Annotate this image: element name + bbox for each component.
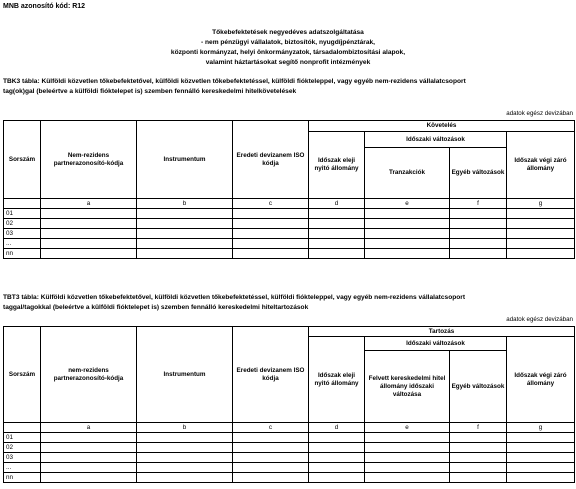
tbt3-header-currency: Eredeti devizanem ISO kódja bbox=[233, 327, 309, 423]
tbt3-header-partner-code: nem-rezidens partnerazonosító-kódja bbox=[41, 327, 137, 423]
tbt3-header-instrument: Instrumentum bbox=[137, 327, 233, 423]
data-cell[interactable] bbox=[365, 239, 450, 249]
tbt3-header-other-changes: Egyéb változások bbox=[450, 351, 507, 423]
data-cell[interactable] bbox=[309, 239, 365, 249]
data-cell[interactable] bbox=[137, 443, 233, 453]
data-cell[interactable] bbox=[309, 249, 365, 259]
data-cell[interactable] bbox=[309, 209, 365, 219]
data-cell[interactable] bbox=[233, 249, 309, 259]
tbk3-letter: e bbox=[365, 199, 450, 209]
tbt3-letter: e bbox=[365, 423, 450, 433]
data-cell[interactable] bbox=[41, 443, 137, 453]
data-cell[interactable] bbox=[309, 463, 365, 473]
table-row bbox=[4, 239, 575, 249]
tbt3-caption-line: taggal/tagokkal (beleértve a külföldi fióktelepet is) szemben fennálló kereskedelmi hiteltartozások bbox=[3, 303, 309, 311]
data-cell[interactable] bbox=[450, 433, 507, 443]
data-cell[interactable] bbox=[233, 239, 309, 249]
table-row bbox=[4, 219, 575, 229]
tbt3-header-group: Tartozás bbox=[309, 327, 575, 337]
data-cell[interactable] bbox=[309, 219, 365, 229]
tbk3-letter: b bbox=[137, 199, 233, 209]
data-cell[interactable] bbox=[233, 463, 309, 473]
row-label: nn bbox=[4, 473, 41, 483]
data-cell[interactable] bbox=[309, 229, 365, 239]
tbk3-caption-line: TBK3 tábla: Külföldi közvetlen tőkebefektetővel, külföldi közvetlen tőkebefektetéssel, külföldi fiókteleppel, vagy egyéb nem-rezidens vállalatcsoport bbox=[3, 78, 466, 85]
tbt3-letter: b bbox=[137, 423, 233, 433]
data-cell[interactable] bbox=[137, 249, 233, 259]
data-cell[interactable] bbox=[137, 473, 233, 483]
data-cell[interactable] bbox=[450, 443, 507, 453]
tbt3-letter: f bbox=[450, 423, 507, 433]
data-cell[interactable] bbox=[41, 433, 137, 443]
tbk3-header-sorszam: Sorszám bbox=[4, 121, 41, 199]
data-cell[interactable] bbox=[309, 443, 365, 453]
data-cell[interactable] bbox=[41, 453, 137, 463]
table-row bbox=[4, 473, 575, 483]
data-cell[interactable] bbox=[233, 219, 309, 229]
row-label: 01 bbox=[4, 433, 41, 443]
data-cell[interactable] bbox=[233, 209, 309, 219]
tbk3-letter: d bbox=[309, 199, 365, 209]
data-cell[interactable] bbox=[450, 229, 507, 239]
data-cell[interactable] bbox=[365, 209, 450, 219]
data-cell[interactable] bbox=[233, 443, 309, 453]
row-label: 03 bbox=[4, 453, 41, 463]
table-row bbox=[4, 433, 575, 443]
tbt3-caption bbox=[3, 293, 573, 312]
tbt3-letter-empty bbox=[4, 423, 41, 433]
data-cell[interactable] bbox=[507, 239, 575, 249]
data-cell[interactable] bbox=[365, 433, 450, 443]
data-cell[interactable] bbox=[137, 433, 233, 443]
tbk3-header-opening-stock: Időszak eleji nyitó állomány bbox=[309, 132, 365, 199]
row-label: 03 bbox=[4, 229, 41, 239]
data-cell[interactable] bbox=[365, 443, 450, 453]
table-row bbox=[4, 443, 575, 453]
tbt3-letter: d bbox=[309, 423, 365, 433]
tbk3-header-group: Követelés bbox=[309, 121, 575, 132]
tbt3-caption-line: TBT3 tábla: Külföldi közvetlen tőkebefektetővel, külföldi közvetlen tőkebefektetéssel, külföldi fiókteleppel, vagy egyéb nem-rezidens vállalatcsoport bbox=[3, 294, 466, 301]
tbk3-letter: f bbox=[450, 199, 507, 209]
tbt3-header-credit-change: Felvett kereskedelmi hitel állomány időszaki változása bbox=[365, 351, 450, 423]
data-cell[interactable] bbox=[233, 229, 309, 239]
data-cell[interactable] bbox=[233, 473, 309, 483]
tbt3-letter: c bbox=[233, 423, 309, 433]
table-row bbox=[4, 453, 575, 463]
data-cell[interactable] bbox=[309, 473, 365, 483]
data-cell[interactable] bbox=[365, 229, 450, 239]
data-cell[interactable] bbox=[450, 239, 507, 249]
data-cell[interactable] bbox=[507, 473, 575, 483]
row-label: 02 bbox=[4, 219, 41, 229]
tbk3-caption bbox=[3, 77, 573, 96]
tbt3-table bbox=[3, 326, 575, 483]
data-cell[interactable] bbox=[365, 453, 450, 463]
data-cell[interactable] bbox=[137, 239, 233, 249]
data-cell[interactable] bbox=[137, 229, 233, 239]
data-cell[interactable] bbox=[507, 219, 575, 229]
data-cell[interactable] bbox=[365, 473, 450, 483]
tbk3-header-transactions: Tranzakciók bbox=[365, 148, 450, 199]
data-cell[interactable] bbox=[507, 453, 575, 463]
tbk3-header-partner-code: Nem-rezidens partnerazonosító-kódja bbox=[41, 121, 137, 199]
row-label: ... bbox=[4, 463, 41, 473]
report-title-line: Tőkebefektetések negyedéves adatszolgáltatása bbox=[212, 29, 364, 36]
data-cell[interactable] bbox=[365, 219, 450, 229]
data-cell[interactable] bbox=[137, 453, 233, 463]
report-title-line: valamint háztartásokat segítő nonprofit intézmények bbox=[205, 59, 371, 66]
data-cell[interactable] bbox=[450, 249, 507, 259]
data-cell[interactable] bbox=[41, 249, 137, 259]
report-title-line: - nem pénzügyi vállalatok, biztosítók, nyugdíjpénztárak, bbox=[200, 39, 376, 46]
table-row bbox=[4, 209, 575, 219]
tbt3-letter: g bbox=[507, 423, 575, 433]
data-cell[interactable] bbox=[233, 453, 309, 463]
table-row bbox=[4, 463, 575, 473]
tbk3-header-period-changes: Időszaki változások bbox=[365, 132, 507, 148]
data-cell[interactable] bbox=[450, 463, 507, 473]
mnb-code: MNB azonosító kód: R12 bbox=[3, 3, 86, 10]
data-cell[interactable] bbox=[507, 209, 575, 219]
data-cell[interactable] bbox=[41, 229, 137, 239]
data-cell[interactable] bbox=[233, 433, 309, 443]
report-title-line: központi kormányzat, helyi önkormányzatok, társadalombiztosítási alapok, bbox=[170, 49, 406, 56]
tbk3-letter: c bbox=[233, 199, 309, 209]
tbt3-letter: a bbox=[41, 423, 137, 433]
tbk3-header-other-changes: Egyéb változások bbox=[450, 148, 507, 199]
data-cell[interactable] bbox=[450, 453, 507, 463]
tbk3-letter: a bbox=[41, 199, 137, 209]
tbk3-table bbox=[3, 120, 575, 259]
data-cell[interactable] bbox=[309, 453, 365, 463]
tbk3-letter: g bbox=[507, 199, 575, 209]
data-cell[interactable] bbox=[507, 229, 575, 239]
row-label: 02 bbox=[4, 443, 41, 453]
data-cell[interactable] bbox=[41, 239, 137, 249]
tbk3-header-closing-stock: Időszak végi záró állomány bbox=[507, 132, 575, 199]
tbk3-header-instrument: Instrumentum bbox=[137, 121, 233, 199]
table-row bbox=[4, 249, 575, 259]
data-cell[interactable] bbox=[41, 219, 137, 229]
data-cell[interactable] bbox=[137, 209, 233, 219]
data-cell[interactable] bbox=[365, 463, 450, 473]
table-row bbox=[4, 229, 575, 239]
data-cell[interactable] bbox=[137, 219, 233, 229]
report-title bbox=[120, 28, 456, 68]
tbk3-letter-empty bbox=[4, 199, 41, 209]
data-cell[interactable] bbox=[41, 209, 137, 219]
tbt3-header-closing-stock: Időszak végi záró állomány bbox=[507, 337, 575, 423]
row-label: ... bbox=[4, 239, 41, 249]
data-cell[interactable] bbox=[450, 219, 507, 229]
tbk3-caption-line: tag(ok)gal (beleértve a külföldi fióktelepet is) szemben fennálló kereskedelmi hitelkövetelések bbox=[3, 87, 297, 95]
data-cell[interactable] bbox=[137, 463, 233, 473]
tbt3-header-period-changes: Időszaki változások bbox=[365, 337, 507, 351]
tbt3-header-sorszam: Sorszám bbox=[4, 327, 41, 423]
data-cell[interactable] bbox=[450, 473, 507, 483]
row-label: 01 bbox=[4, 209, 41, 219]
data-cell[interactable] bbox=[450, 209, 507, 219]
tbk3-header-currency: Eredeti devizanem ISO kódja bbox=[233, 121, 309, 199]
data-cell[interactable] bbox=[507, 463, 575, 473]
data-cell[interactable] bbox=[507, 433, 575, 443]
data-cell[interactable] bbox=[309, 433, 365, 443]
data-cell[interactable] bbox=[41, 473, 137, 483]
data-cell[interactable] bbox=[507, 249, 575, 259]
row-label: nn bbox=[4, 249, 41, 259]
data-cell[interactable] bbox=[507, 443, 575, 453]
tbk3-unit-note: adatok egész devizában bbox=[506, 110, 573, 117]
tbt3-header-opening-stock: Időszak eleji nyitó állomány bbox=[309, 337, 365, 423]
data-cell[interactable] bbox=[365, 249, 450, 259]
tbt3-unit-note: adatok egész devizában bbox=[506, 316, 573, 323]
data-cell[interactable] bbox=[41, 463, 137, 473]
